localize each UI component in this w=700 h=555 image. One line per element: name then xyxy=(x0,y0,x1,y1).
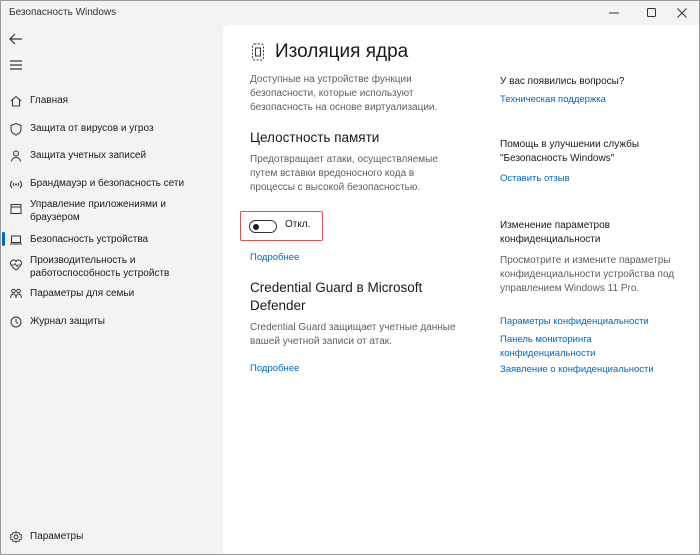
person-icon xyxy=(9,149,23,163)
privacy-dashboard-link[interactable]: Панель мониторинга конфиденциальности xyxy=(500,334,596,359)
privacy-settings-link[interactable]: Параметры конфиденциальности xyxy=(500,316,649,327)
improve-heading: Помощь в улучшении службы "Безопасность Windows" xyxy=(500,139,640,164)
tech-support-link[interactable]: Техническая поддержка xyxy=(500,94,606,105)
memory-integrity-heading: Целостность памяти xyxy=(250,130,380,145)
sidebar xyxy=(1,25,223,554)
sidebar-item-label: Управление приложениями и браузером xyxy=(30,199,166,223)
wifi-icon xyxy=(9,177,23,191)
chip-icon xyxy=(250,42,266,62)
sidebar-item-label: Защита от вирусов и угроз xyxy=(30,123,154,134)
feedback-link[interactable]: Оставить отзыв xyxy=(500,173,570,184)
privacy-description: Просмотрите и измените параметры конфиденциальности устройства под управлением Windows 11 Pro. xyxy=(500,255,675,294)
sidebar-item-label: Производительность и работоспособность устройств xyxy=(30,255,170,279)
sidebar-item-label: Параметры для семьи xyxy=(30,288,135,299)
gear-icon xyxy=(9,530,23,544)
family-icon xyxy=(9,287,23,301)
close-button[interactable] xyxy=(665,1,699,25)
sidebar-item-label: Безопасность устройства xyxy=(30,234,149,245)
privacy-heading: Изменение параметров конфиденциальности xyxy=(500,220,610,245)
maximize-button[interactable] xyxy=(635,1,669,25)
title-bar xyxy=(1,1,699,25)
credential-guard-heading: Credential Guard в Microsoft Defender xyxy=(250,280,423,313)
credential-guard-description: Credential Guard защищает учетные данные вашей учетной записи от атак. xyxy=(250,322,456,347)
window-title: Безопасность Windows xyxy=(9,7,117,18)
intro-text: Доступные на устройстве функции безопасности, которые используют безопасность на основе виртуализации. xyxy=(250,74,438,113)
credential-guard-more-link[interactable]: Подробнее xyxy=(250,363,300,374)
back-arrow-icon[interactable] xyxy=(7,30,25,48)
toggle-highlight xyxy=(240,211,323,241)
shield-icon xyxy=(9,122,23,136)
memory-integrity-toggle[interactable] xyxy=(249,220,277,233)
main-content xyxy=(223,25,699,554)
privacy-statement-link[interactable]: Заявление о конфиденциальности xyxy=(500,364,654,375)
questions-heading: У вас появились вопросы? xyxy=(500,76,625,87)
minimize-icon xyxy=(609,8,619,18)
app-window-icon xyxy=(9,202,23,216)
maximize-icon xyxy=(647,8,657,18)
memory-integrity-description: Предотвращает атаки, осуществляемые путем вставки вредоносного кода в процессы с высокой безопасностью. xyxy=(250,154,438,193)
memory-integrity-more-link[interactable]: Подробнее xyxy=(250,252,300,263)
close-icon xyxy=(677,8,687,18)
sidebar-item-label: Главная xyxy=(30,95,69,106)
sidebar-item-label: Параметры xyxy=(30,531,84,542)
laptop-icon xyxy=(9,233,23,247)
history-icon xyxy=(9,315,23,329)
page-title: Изоляция ядра xyxy=(275,41,409,62)
toggle-state-label: Откл. xyxy=(285,219,311,230)
toggle-knob xyxy=(253,224,259,230)
menu-icon[interactable] xyxy=(7,58,25,72)
minimize-button[interactable] xyxy=(597,1,631,25)
heart-icon xyxy=(9,258,23,272)
sidebar-item-label: Защита учетных записей xyxy=(30,150,147,161)
sidebar-item-label: Журнал защиты xyxy=(30,316,105,327)
home-icon xyxy=(9,94,23,108)
sidebar-item-label: Брандмауэр и безопасность сети xyxy=(30,178,185,189)
